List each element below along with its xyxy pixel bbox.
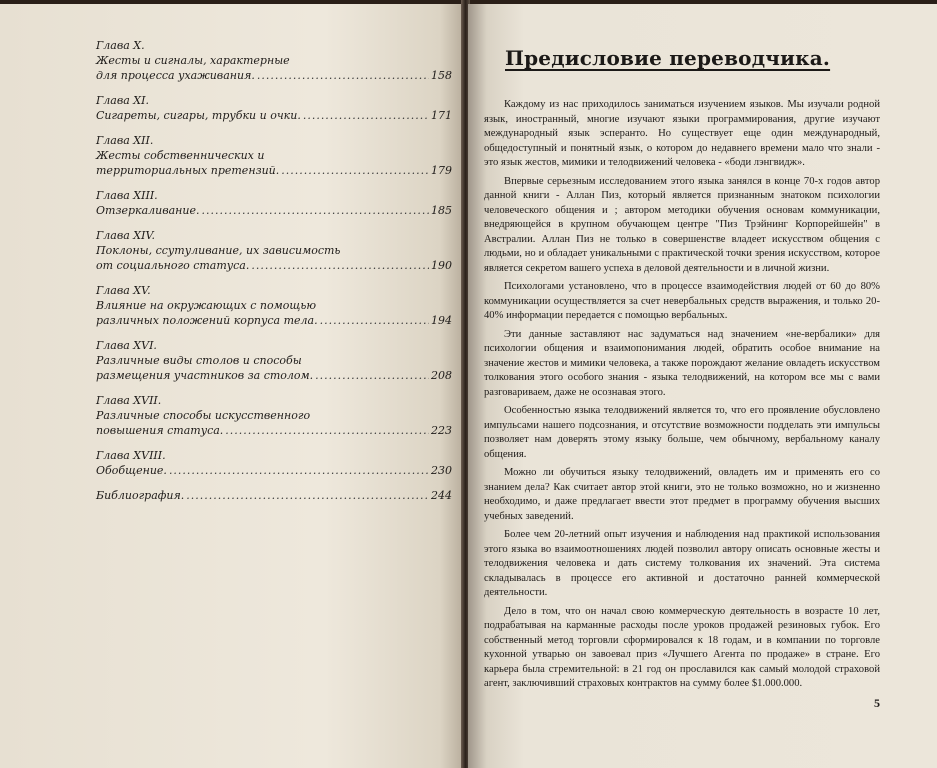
toc-chapter: Глава XI. — [96, 94, 149, 107]
toc-title-line: Жесты собственнических и — [96, 149, 265, 162]
toc-chapter: Глава XIV. — [96, 229, 155, 242]
paragraph: Можно ли обучиться языку телодвижений, овладеть им и применять его со знанием дела? Как считает автор этой книги, это не только возможно, но и жизненно необходимо, и даже предлагает ввести этот предмет в программу обучения высших учебных заведений. — [484, 467, 880, 522]
toc-title-last: размещения участников за столом. — [96, 369, 314, 382]
toc-chapter: Глава XVIII. — [96, 449, 166, 462]
paragraph: Каждому из нас приходилось заниматься изучением языков. Мы изучали родной язык, иностранный, многие изучают языки программирования, другие изучают международный язык эсперанто. Но существует еще один международный, общедоступный и понятный язык, о котором до недавнего времени мало что знали - это язык жестов, мимики и телодвижений человека - «боди лэнгвидж». — [484, 99, 880, 168]
toc-chapter: Глава XVII. — [96, 394, 162, 407]
toc-entry-17 — [96, 393, 452, 438]
table-of-contents — [96, 38, 452, 513]
toc-page: 194 — [431, 314, 452, 327]
toc-entry-14 — [96, 228, 452, 273]
toc-page: 208 — [431, 369, 452, 382]
paragraph: Впервые серьезным исследованием этого языка занялся в конце 70-х годов автор данной книги - Аллан Пиз, который является признанным знатоком психологии человеческого общения и ; автором методики обучения основам коммуникации, внедряющейся в крупном обучающем центре "Пиз Трэйнинг Корпорейшейн" в Австралии. Аллан Пиз не только в совершенстве владеет искусством общения с людьми, но и обладает уникальными с практической точки зрения искусством, которое является секретом вашего успеха в деловой деятельности и в личной жизни. — [484, 175, 880, 274]
preface-title: Предисловие переводчика. — [505, 46, 831, 70]
toc-title-last: для процесса ухаживания. — [96, 69, 255, 82]
toc-title-last: территориальных претензий. — [96, 164, 280, 177]
paragraph: Более чем 20-летний опыт изучения и наблюдения над практикой использования этого языка во взаимоотношениях людей позволил автору описать основные жесты и телодвижения человека и дать систему толкования их значений. Эта система складывалась в процессе его активной и достаточно ранней коммерческой деятельности. — [484, 529, 880, 598]
toc-entry-13 — [96, 188, 452, 218]
toc-chapter: Глава X. — [96, 39, 145, 52]
toc-title-last: Отзеркаливание. — [96, 204, 200, 217]
toc-page: 244 — [431, 489, 452, 502]
toc-title-line: Влияние на окружающих с помощью — [96, 299, 317, 312]
toc-page: 190 — [431, 259, 452, 272]
paragraph: Психологами установлено, что в процессе взаимодействия людей от 60 до 80% коммуникации осуществляется за счет невербальных средств выражения, и только 20-40% информации передается с помощью вербальных. — [484, 281, 880, 321]
paragraph: Эти данные заставляют нас задуматься над значением «не-вербалики» для психологии общения и взаимопонимания людей, обратить особое внимание на значение жестов и мимики человека, а также порождают желание овладеть искусством толкования этого особого знания - языка телодвижений, на котором все мы с вами разговариваем, даже не осознавая этого. — [484, 328, 880, 398]
toc-chapter: Глава XII. — [96, 134, 154, 147]
toc-title-line: Поклоны, ссутуливание, их зависимость — [96, 244, 341, 257]
toc-entry-11 — [96, 93, 452, 123]
toc-page: 230 — [431, 464, 452, 477]
toc-chapter: Глава XIII. — [96, 189, 158, 202]
toc-page: 185 — [431, 204, 452, 217]
toc-chapter: Глава XVI. — [96, 339, 157, 352]
toc-entry-bibliography — [96, 488, 452, 503]
toc-page: 158 — [431, 69, 452, 82]
toc-entry-12 — [96, 133, 452, 178]
toc-entry-16 — [96, 338, 452, 383]
toc-bibliography-label: Библиография. — [96, 489, 185, 502]
toc-entry-15 — [96, 283, 452, 328]
toc-entry-18 — [96, 448, 452, 478]
paragraph: Дело в том, что он начал свою коммерческую деятельность в возрасте 10 лет, подрабатывая на карманные расходы после уроков продажей резиновых губок. Его собственный метод торговли сформировался к 18 годам, и в компании по торговле кухонной утварью он завоевал приз «Лучшего Агента по продаже» в стране. Его карьера была стремительной: в 21 год он прославился как самый молодой страховой агент, заключивший страховых контрактов на сумму более $1.000.000. — [484, 605, 880, 689]
toc-title-line: Различные способы искусственного — [96, 409, 311, 422]
toc-title-last: различных положений корпуса тела. — [96, 314, 318, 327]
toc-entry-10 — [96, 38, 452, 83]
toc-title-last: повышения статуса. — [96, 424, 224, 437]
preface-body — [484, 98, 880, 696]
toc-chapter: Глава XV. — [96, 284, 151, 297]
toc-title-line: Жесты и сигналы, характерные — [96, 54, 290, 67]
toc-page: 171 — [431, 109, 452, 122]
toc-title-line: Различные виды столов и способы — [96, 354, 302, 367]
toc-title-last: Обобщение. — [96, 464, 167, 477]
toc-title-last: Сигареты, сигары, трубки и очки. — [96, 109, 301, 122]
page-number: 5 — [874, 696, 880, 710]
toc-page: 223 — [431, 424, 452, 437]
toc-title-last: от социального статуса. — [96, 259, 250, 272]
paragraph: Особенностью языка телодвижений является то, что его проявление обусловлено импульсами нашего подсознания, и отсутствие возможности подделать эти импульсы позволяет нам доверять этому языку больше, чем обычному, вербальному каналу общения. — [484, 405, 880, 460]
toc-page: 179 — [431, 164, 452, 177]
